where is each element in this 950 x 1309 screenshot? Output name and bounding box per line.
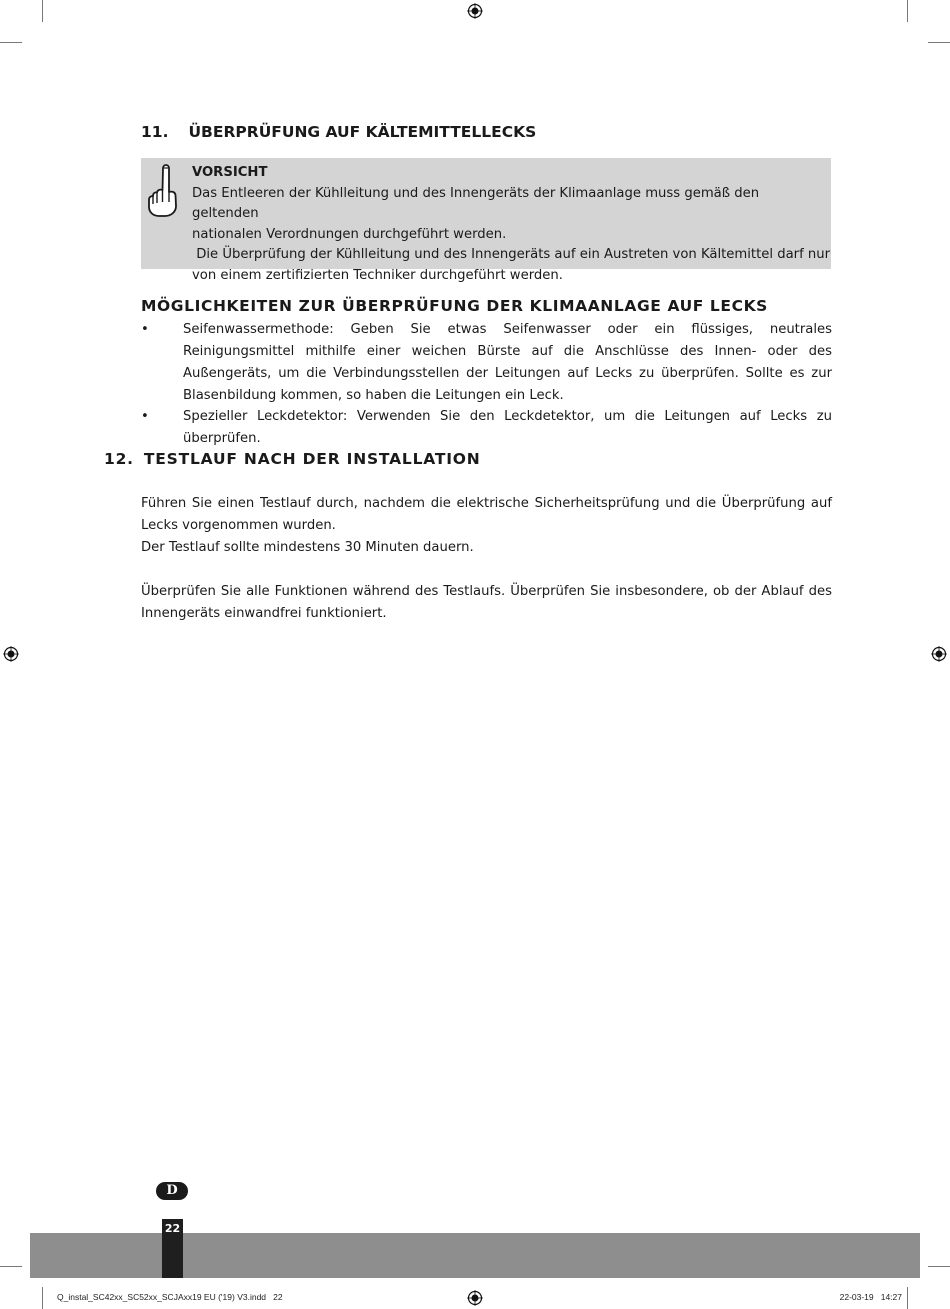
crop-mark	[928, 1266, 950, 1267]
caution-line: nationalen Verordnungen durchgeführt werden.	[192, 226, 507, 242]
list-item-text: Spezieller Leckdetektor: Verwenden Sie den Leckdetektor, um die Leitungen auf Lecks zu überprüfen.	[183, 409, 832, 446]
bullet-icon: •	[141, 409, 149, 424]
page-number: 22	[162, 1219, 183, 1278]
slug-timestamp: 22-03-19 14:27	[839, 1292, 902, 1302]
section-12-number: 12.	[104, 450, 134, 468]
slug-filename: Q_instal_SC42xx_SC52xx_SCJAxx19 EU ('19) V3.indd 22	[57, 1292, 283, 1302]
language-badge: D	[156, 1182, 188, 1200]
paragraph: Überprüfen Sie alle Funktionen während des Testlaufs. Überprüfen Sie insbesondere, ob der Ablauf des Innengeräts einwandfrei funktioniert.	[141, 584, 832, 621]
crop-mark	[0, 1266, 22, 1267]
caution-line: Die Überprüfung der Kühlleitung und des Innengeräts auf ein Austreten von Kältemittel darf nur	[192, 247, 831, 263]
crop-mark	[907, 0, 908, 22]
list-item-text: Seifenwassermethode: Geben Sie etwas Seifenwasser oder ein flüssiges, neutrales Reinigungsmittel mithilfe einer weichen Bürste auf die Anschlüsse des Innen- oder des Außengeräts, um die Verbindungsstellen der Leitungen auf Lecks zu überprüfen. Sollte es zur Blasenbildung kommen, so haben die Leitungen ein Leck.	[183, 322, 832, 403]
paragraph: Der Testlauf sollte mindestens 30 Minuten dauern.	[141, 540, 474, 555]
crop-mark	[42, 0, 43, 22]
registration-mark-icon	[3, 646, 19, 662]
crop-mark	[907, 1287, 908, 1309]
pointing-hand-icon	[145, 162, 179, 218]
crop-mark	[42, 1287, 43, 1309]
list-item	[141, 319, 832, 407]
caution-box	[141, 158, 831, 283]
section-11-heading	[141, 123, 536, 141]
registration-mark-icon	[931, 646, 947, 662]
registration-mark-icon	[467, 1290, 483, 1306]
bullet-icon: •	[141, 322, 149, 337]
caution-text	[192, 163, 831, 287]
section-12-heading	[104, 450, 481, 468]
leak-methods-heading: MÖGLICHKEITEN ZUR ÜBERPRÜFUNG DER KLIMAANLAGE AUF LECKS	[141, 297, 768, 315]
caution-line: von einem zertifizierten Techniker durchgeführt werden.	[192, 267, 563, 283]
list-item	[141, 406, 832, 446]
section-11-title: ÜBERPRÜFUNG AUF KÄLTEMITTELLECKS	[188, 123, 537, 141]
caution-line: Das Entleeren der Kühlleitung und des Innengeräts der Klimaanlage muss gemäß den geltenden	[192, 185, 760, 222]
caution-title: VORSICHT	[192, 165, 268, 180]
crop-mark	[0, 42, 22, 43]
section-11-number: 11.	[141, 123, 169, 141]
section-12-title: TESTLAUF NACH DER INSTALLATION	[143, 450, 481, 468]
paragraph: Führen Sie einen Testlauf durch, nachdem die elektrische Sicherheitsprüfung und die Überprüfung auf Lecks vorgenommen wurden.	[141, 496, 832, 533]
crop-mark	[928, 42, 950, 43]
registration-mark-icon	[467, 3, 483, 19]
